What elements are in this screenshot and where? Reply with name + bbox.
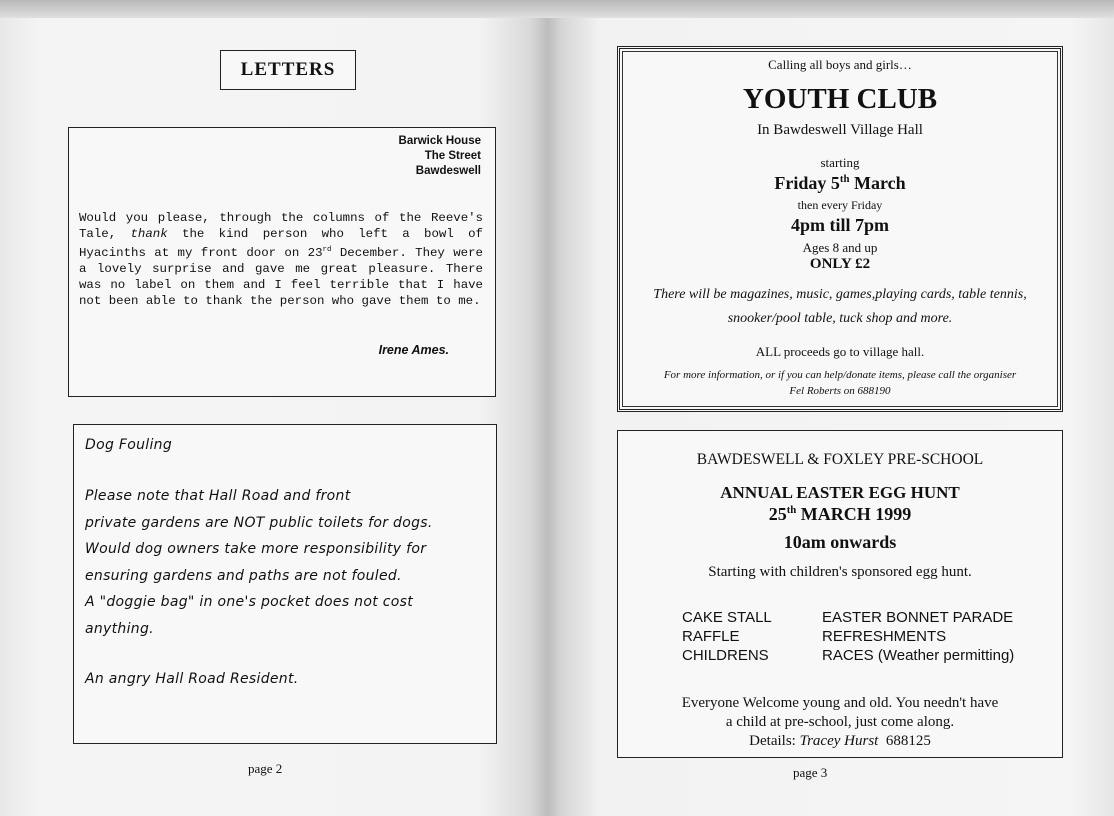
body-text: December. They were a lovely surprise and gave me great pleasure. There was no label on them and I feel terrible that I have not been able to thank the person who gave them to me. xyxy=(79,246,483,309)
body-line: ensuring gardens and paths are not fouled. xyxy=(85,567,402,584)
attraction-row xyxy=(682,627,947,646)
ad-price: ONLY £2 xyxy=(809,256,871,272)
letter-signature: An angry Hall Road Resident. xyxy=(85,671,299,687)
attraction-item: CHILDRENS xyxy=(682,647,769,664)
letter-signature: Irene Ames. xyxy=(378,343,449,357)
ad-activities: snooker/pool table, tuck shop and more. xyxy=(727,311,953,326)
ad-activities: There will be magazines, music, games,playing cards, table tennis, xyxy=(653,287,1027,302)
attraction-row xyxy=(682,608,1014,627)
ad-venue: In Bawdeswell Village Hall xyxy=(757,122,923,138)
ad-contact: Fel Roberts on 688190 xyxy=(789,385,891,397)
body-line: anything. xyxy=(85,620,154,637)
ad-title: ANNUAL EASTER EGG HUNT xyxy=(720,483,960,502)
address-line: The Street xyxy=(424,150,481,162)
date-text: March xyxy=(849,173,906,193)
youth-club-ad xyxy=(617,46,1063,412)
attraction-item: CAKE STALL xyxy=(682,609,772,626)
contact-phone: 688125 xyxy=(878,733,931,749)
ad-ages: Ages 8 and up xyxy=(802,240,878,255)
ad-contact: For more information, or if you can help/donate items, please call the organiser xyxy=(663,369,1017,381)
date-text: MARCH 1999 xyxy=(796,504,912,524)
ordinal-suffix: th xyxy=(839,173,850,185)
ad-starting: starting xyxy=(820,155,860,170)
body-line: Please note that Hall Road and front xyxy=(85,488,351,504)
attraction-item: EASTER BONNET PARADE xyxy=(822,609,1014,626)
attractions-list xyxy=(682,608,1015,665)
attraction-row xyxy=(682,646,1015,665)
ad-welcome: a child at pre-school, just come along. xyxy=(725,714,955,730)
ordinal-suffix: rd xyxy=(322,246,332,254)
letter-dog-fouling xyxy=(73,424,497,744)
body-text: Would you please, through the columns of the Reeve's Tale, xyxy=(79,211,483,241)
address-line: Barwick House xyxy=(398,135,481,147)
ad-organisation: BAWDESWELL & FOXLEY PRE-SCHOOL xyxy=(696,451,984,468)
details-label: Details: xyxy=(749,733,800,749)
letter-hyacinths xyxy=(68,127,496,397)
letters-heading: LETTERS xyxy=(220,50,356,90)
ad-subtitle: Starting with children's sponsored egg hunt. xyxy=(708,564,972,580)
date-text: 25 xyxy=(768,504,787,524)
address-line: Bawdeswell xyxy=(415,165,481,177)
ad-welcome: Everyone Welcome young and old. You needn't have xyxy=(681,695,999,711)
ad-date xyxy=(618,504,1062,525)
attraction-item: REFRESHMENTS xyxy=(822,628,947,645)
attraction-item: RAFFLE xyxy=(682,628,740,645)
body-line: A "doggie bag" in one's pocket does not cost xyxy=(85,594,413,610)
ad-time: 10am onwards xyxy=(783,532,897,552)
page-number: page 2 xyxy=(248,761,283,776)
ad-time: 4pm till 7pm xyxy=(790,215,889,235)
easter-egg-hunt-ad xyxy=(617,430,1063,758)
body-line: private gardens are NOT public toilets for dogs. xyxy=(85,514,433,531)
page-number: page 3 xyxy=(793,765,828,780)
date-text: Friday 5 xyxy=(774,173,840,193)
body-line: Would dog owners take more responsibility for xyxy=(85,541,427,557)
ad-frequency: then every Friday xyxy=(797,198,883,212)
ad-intro: Calling all boys and girls… xyxy=(768,57,912,72)
letter-body xyxy=(85,483,490,642)
ad-proceeds: ALL proceeds go to village hall. xyxy=(755,344,925,359)
ordinal-suffix: th xyxy=(786,504,797,516)
ad-date xyxy=(620,173,1060,194)
body-emphasis: thank xyxy=(130,227,168,241)
body-text: the kind person who left a bowl of Hyacinths at my front door on 23 xyxy=(79,227,483,261)
sender-address xyxy=(399,134,481,179)
letter-title: Dog Fouling xyxy=(85,437,173,453)
attraction-item: RACES (Weather permitting) xyxy=(822,647,1015,664)
scan-edge xyxy=(0,0,1114,18)
ad-title: YOUTH CLUB xyxy=(742,83,938,115)
contact-name: Tracey Hurst xyxy=(799,733,879,749)
ad-details xyxy=(618,733,1062,750)
letter-body xyxy=(79,210,483,309)
